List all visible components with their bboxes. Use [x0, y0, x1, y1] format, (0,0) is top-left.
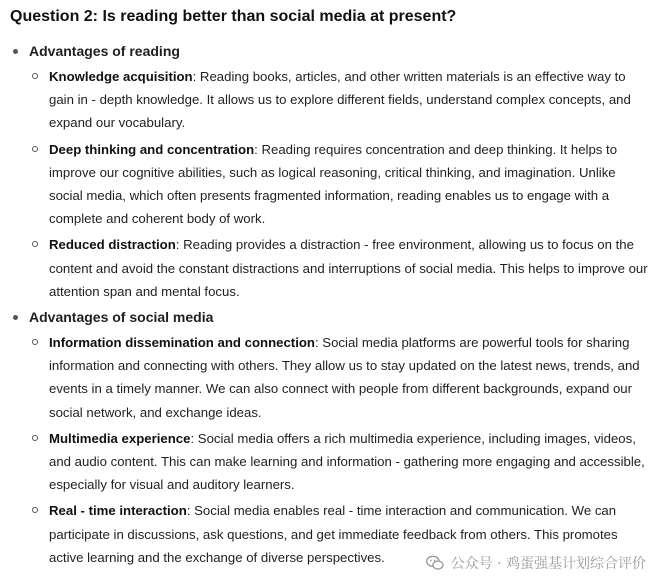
watermark-text: 公众号 · 鸡蛋强基计划综合评价 — [450, 556, 646, 572]
question-heading: Question 2: Is reading better than social media at present? — [10, 8, 457, 25]
wechat-icon — [425, 553, 445, 573]
section-title: Advantages of social media — [29, 309, 214, 326]
item-term: Multimedia experience — [49, 430, 191, 446]
item-list — [29, 331, 652, 569]
item-text: : Reading provides a distraction - free environment, allowing us to focus on the content and avoid the constant distractions and interruptions of social media. This helps to improve our attention span and mental focus. — [49, 237, 648, 299]
item-list — [29, 65, 652, 303]
item-text: : Reading books, articles, and other written materials is an effective way to gain in - depth knowledge. It allows us to explore different fields, understand complex concepts, and expand our vocabulary. — [49, 69, 631, 131]
section-social-media — [10, 306, 652, 569]
item-term: Real - time interaction — [49, 503, 187, 519]
item-text: : Reading requires concentration and deep thinking. It helps to improve our cognitive abilities, such as logical reasoning, critical thinking, and imagination. Unlike social media, which often presents fragmented information, reading enables us to engage with a complete and coherent body of work. — [49, 141, 618, 227]
item-text: : Social media offers a rich multimedia experience, including images, videos, and audio content. This can make learning and information - gathering more engaging and accessible, especially for visual and auditory learners. — [49, 430, 645, 493]
item-text: : Social media platforms are powerful tools for sharing information and connecting with others. They allow us to stay updated on the latest news, trends, and events in a timely manner. We can also connect with people from different backgrounds, expand our social network, and exchange ideas. — [49, 335, 640, 420]
item-term: Deep thinking and concentration — [49, 141, 255, 157]
item-term: Reduced distraction — [49, 237, 176, 253]
item-term: Information dissemination and connection — [49, 335, 315, 351]
section-title: Advantages of reading — [29, 43, 180, 59]
section-reading — [10, 40, 652, 303]
list-item — [29, 331, 652, 424]
section-list — [10, 40, 652, 569]
list-item — [29, 138, 652, 231]
list-item — [29, 233, 652, 303]
item-term: Knowledge acquisition — [49, 69, 193, 84]
watermark — [425, 553, 646, 573]
item-text: : Social media enables real - time interaction and communication. We can participate in discussions, ask questions, and get immediate feedback from others. This promotes active learning and the exchange of diverse perspectives. — [49, 503, 618, 565]
list-item — [29, 427, 652, 497]
list-item — [29, 65, 652, 135]
